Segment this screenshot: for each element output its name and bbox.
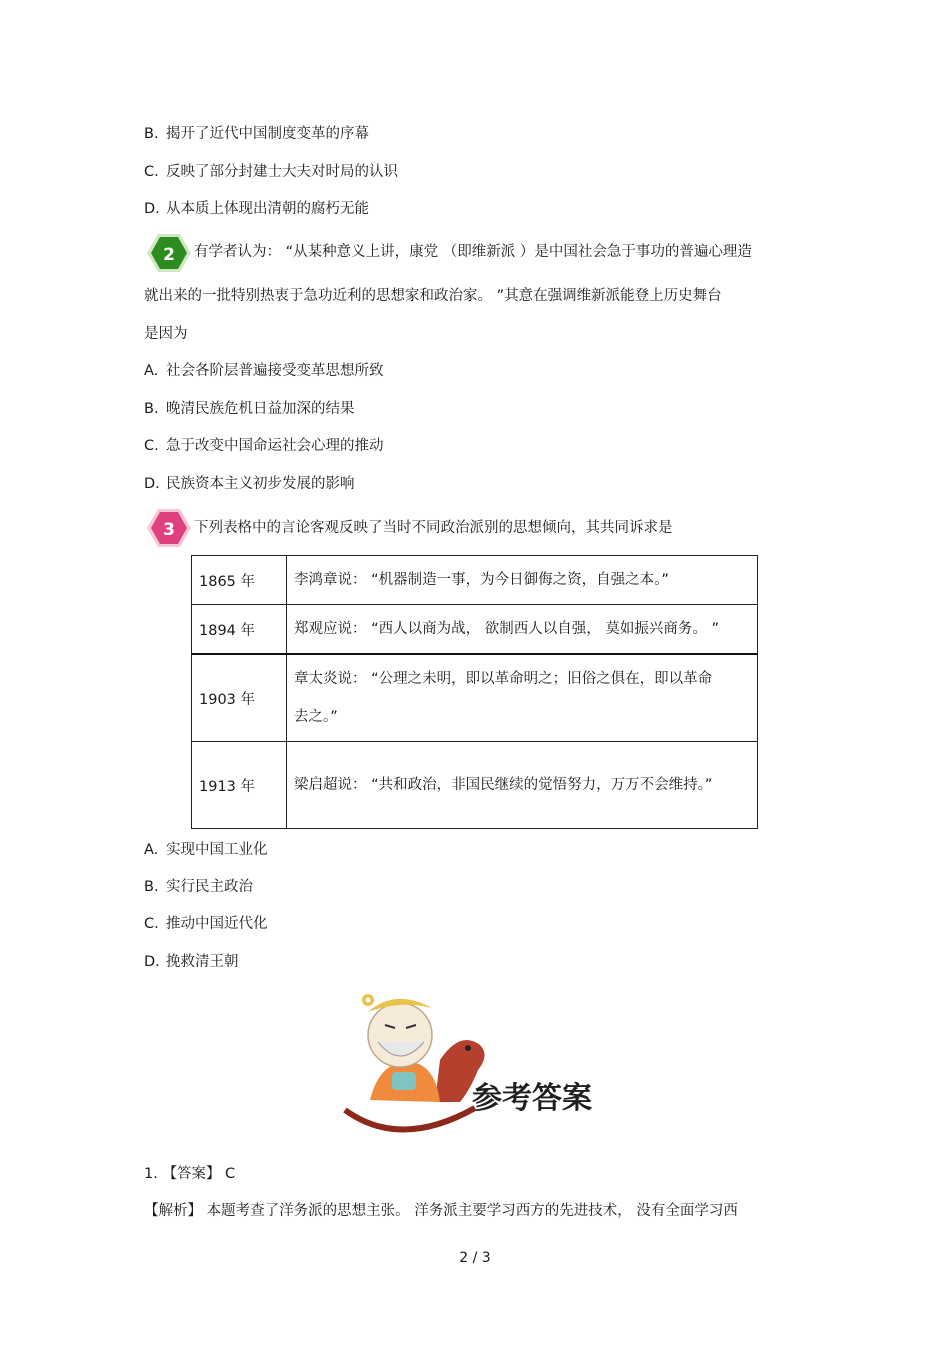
table-cell-year: 1903 年 (192, 654, 287, 742)
q2-option-c: C. 急于改变中国命运社会心理的推动 (144, 438, 384, 454)
page-number: 2 / 3 (459, 1250, 491, 1266)
q3-option-a: A. 实现中国工业化 (144, 842, 268, 858)
q3-option-d: D. 挽救清王朝 (144, 954, 239, 970)
q1-option-d: D. 从本质上体现出清朝的腐朽无能 (144, 201, 369, 217)
analysis-1: 【解析】 本题考查了洋务派的思想主张。 洋务派主要学习西方的先进技术， 没有全面学习西 (144, 1203, 738, 1219)
quotes-table (191, 555, 758, 829)
table-cell-year: 1894 年 (192, 605, 287, 655)
q2-option-a: A. 社会各阶层普遍接受变革思想所致 (144, 363, 384, 379)
table-row (192, 605, 758, 655)
q2-stem-line-3: 是因为 (144, 326, 188, 342)
table-cell-quote: 郑观应说： “西人以商为战， 欲制西人以自强， 莫如振兴商务。 ” (287, 605, 758, 655)
table-cell-quote: 李鸿章说： “机器制造一事，为今日御侮之资，自强之本。” (287, 556, 758, 605)
q2-option-d: D. 民族资本主义初步发展的影响 (144, 476, 355, 492)
table-cell-quote: 章太炎说： “公理之未明，即以革命明之；旧俗之俱在，即以革命去之。” (287, 654, 758, 742)
q3-stem: 下列表格中的言论客观反映了当时不同政治派别的思想倾向，其共同诉求是 (194, 520, 673, 536)
q1-option-b: B. 揭开了近代中国制度变革的序幕 (144, 126, 369, 142)
q3-option-c: C. 推动中国近代化 (144, 916, 268, 932)
q1-option-c: C. 反映了部分封建士大夫对时局的认识 (144, 164, 398, 180)
question-3-number: 3 (163, 520, 175, 540)
table-cell-quote: 梁启超说： “共和政治，非国民继续的觉悟努力，万万不会维持。” (287, 742, 758, 829)
question-3-badge-icon (146, 507, 192, 549)
table-row (192, 556, 758, 605)
question-2-number: 2 (163, 245, 175, 265)
q3-option-b: B. 实行民主政治 (144, 879, 253, 895)
table-cell-year: 1865 年 (192, 556, 287, 605)
q2-stem-line-1: 有学者认为： “从某种意义上讲，康党 （即维新派 ）是中国社会急于事功的普遍心理造 (194, 244, 752, 260)
scholar-on-rocking-horse-icon (340, 990, 610, 1140)
table-cell-year: 1913 年 (192, 742, 287, 829)
table-row (192, 654, 758, 742)
answer-banner-title: 参考答案 (472, 1081, 592, 1116)
q2-stem-line-2: 就出来的一批特别热衷于急功近利的思想家和政治家。 ”其意在强调维新派能登上历史舞台 (144, 288, 722, 304)
answer-1: 1. 【答案】 C (144, 1166, 236, 1182)
question-2-badge-icon (146, 232, 192, 274)
answer-banner-illustration (340, 990, 610, 1140)
table-row (192, 742, 758, 829)
q2-option-b: B. 晚清民族危机日益加深的结果 (144, 401, 355, 417)
